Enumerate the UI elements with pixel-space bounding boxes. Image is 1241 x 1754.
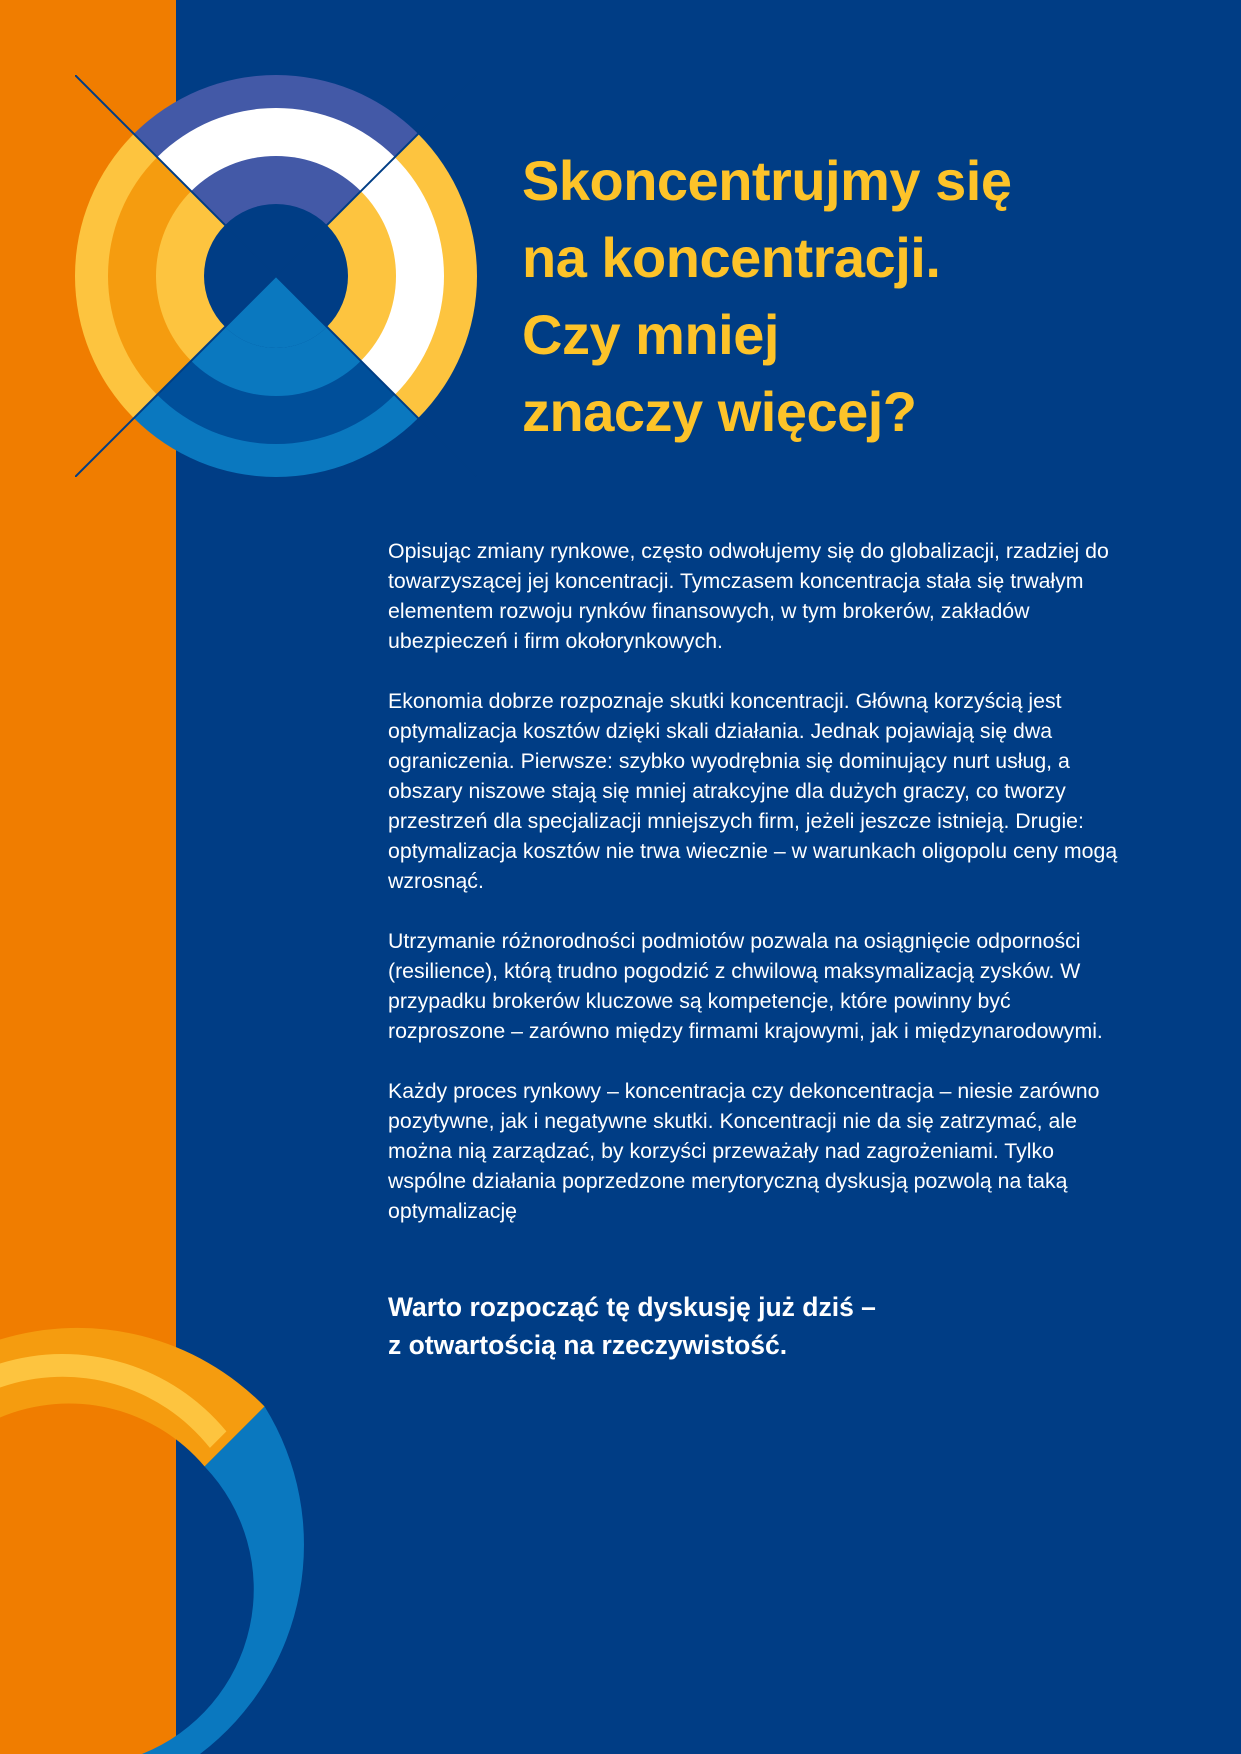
title-line-4: znaczy więcej? [522, 380, 917, 443]
article-body [388, 536, 1130, 1256]
concentric-rings-emblem [75, 75, 477, 477]
closing-statement [388, 1288, 1148, 1364]
title-line-2: na koncentracji. [522, 226, 941, 289]
title-line-1: Skoncentrujmy się [522, 149, 1012, 212]
paragraph: Utrzymanie różnorodności podmiotów pozwala na osiągnięcie odporności (resilience), którą trudno pogodzić z chwilową maksymalizacją zysków. W przypadku brokerów kluczowe są kompetencje, które powinny być rozproszone – zarówno między firmami krajowymi, jak i międzynarodowymi. [388, 929, 1103, 1043]
paragraph: Ekonomia dobrze rozpoznaje skutki koncentracji. Główną korzyścią jest optymalizacja kosztów dzięki skali działania. Jednak pojawiają się dwa ograniczenia. Pierwsze: szybko wyodrębnia się dominujący nurt usług, a obszary niszowe stają się mniej atrakcyjne dla dużych graczy, co tworzy przestrzeń dla specjalizacji mniejszych firm, jeżeli jeszcze istnieją. Drugie: optymalizacja kosztów nie trwa wiecznie – w warunkach oligopolu ceny mogą wzrosnąć. [388, 689, 1118, 893]
title-line-3: Czy mniej [522, 303, 779, 366]
paragraph: Każdy proces rynkowy – koncentracja czy dekoncentracja – niesie zarówno pozytywne, jak i negatywne skutki. Koncentracji nie da się zatrzymać, ale można nią zarządzać, by korzyści przeważały nad zagrożeniami. Tylko wspólne działania poprzedzone merytoryczną dyskusją pozwolą na taką optymalizację [388, 1079, 1100, 1223]
paragraph: Opisując zmiany rynkowe, często odwołujemy się do globalizacji, rzadziej do towarzyszącej jej koncentracji. Tymczasem koncentracja stała się trwałym elementem rozwoju rynków finansowych, w tym brokerów, zakładów ubezpieczeń i firm okołorynkowych. [388, 539, 1109, 653]
closing-line-1: Warto rozpocząć tę dyskusję już dziś – [388, 1292, 876, 1322]
closing-line-2: z otwartością na rzeczywistość. [388, 1330, 788, 1360]
page-title [522, 142, 1202, 450]
